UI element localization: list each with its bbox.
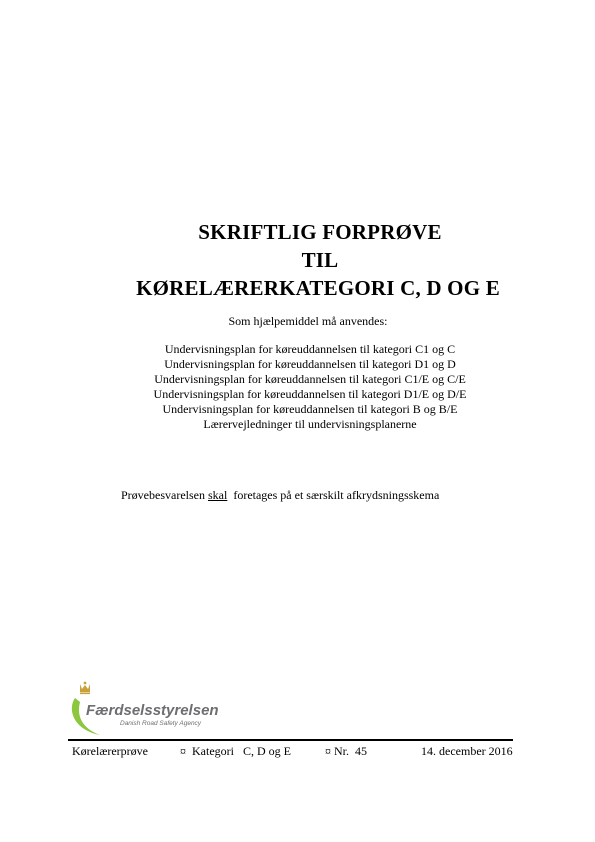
title-line-1: SKRIFTLIG FORPRØVE [198, 220, 442, 244]
footer-category-value: C, D og E [243, 744, 291, 758]
footer-number: ¤ Nr. 45 [325, 744, 367, 758]
aid-item: Undervisningsplan for køreuddannelsen til kategori D1 og D [164, 357, 456, 371]
logo-tagline: Danish Road Safety Agency [120, 720, 202, 727]
title-line-3: KØRELÆRERKATEGORI C, D OG E [136, 276, 500, 300]
note-emphasis: skal [207, 488, 228, 502]
logo-wordmark: Færdselsstyrelsen [86, 702, 219, 719]
aid-item: Undervisningsplan for køreuddannelsen til kategori C1/E og C/E [154, 372, 466, 386]
answer-sheet-note [121, 488, 439, 503]
footer-date: 14. december 2016 [421, 744, 513, 758]
title-line-2: TIL [301, 248, 339, 272]
agency-logo [66, 680, 236, 736]
aid-item: Undervisningsplan for køreuddannelsen til kategori C1 og C [164, 342, 456, 356]
agency-logo-graphic [66, 680, 236, 736]
crown-icon [80, 682, 90, 695]
footer-exam: Kørelærerprøve [72, 744, 148, 758]
aids-list [0, 342, 595, 432]
note-text-before: Prøvebesvarelsen [121, 488, 208, 502]
aid-item: Undervisningsplan for køreuddannelsen til kategori B og B/E [162, 402, 458, 416]
aid-item: Lærervejledninger til undervisningsplanerne [203, 417, 417, 431]
footer-divider [68, 739, 513, 741]
note-text-after: foretages på et særskilt afkrydsningsskema [227, 488, 440, 502]
aid-item: Undervisningsplan for køreuddannelsen til kategori D1/E og D/E [153, 387, 467, 401]
aids-heading: Som hjælpemiddel må anvendes: [228, 314, 388, 328]
footer-category-label: ¤ Kategori [180, 744, 234, 758]
